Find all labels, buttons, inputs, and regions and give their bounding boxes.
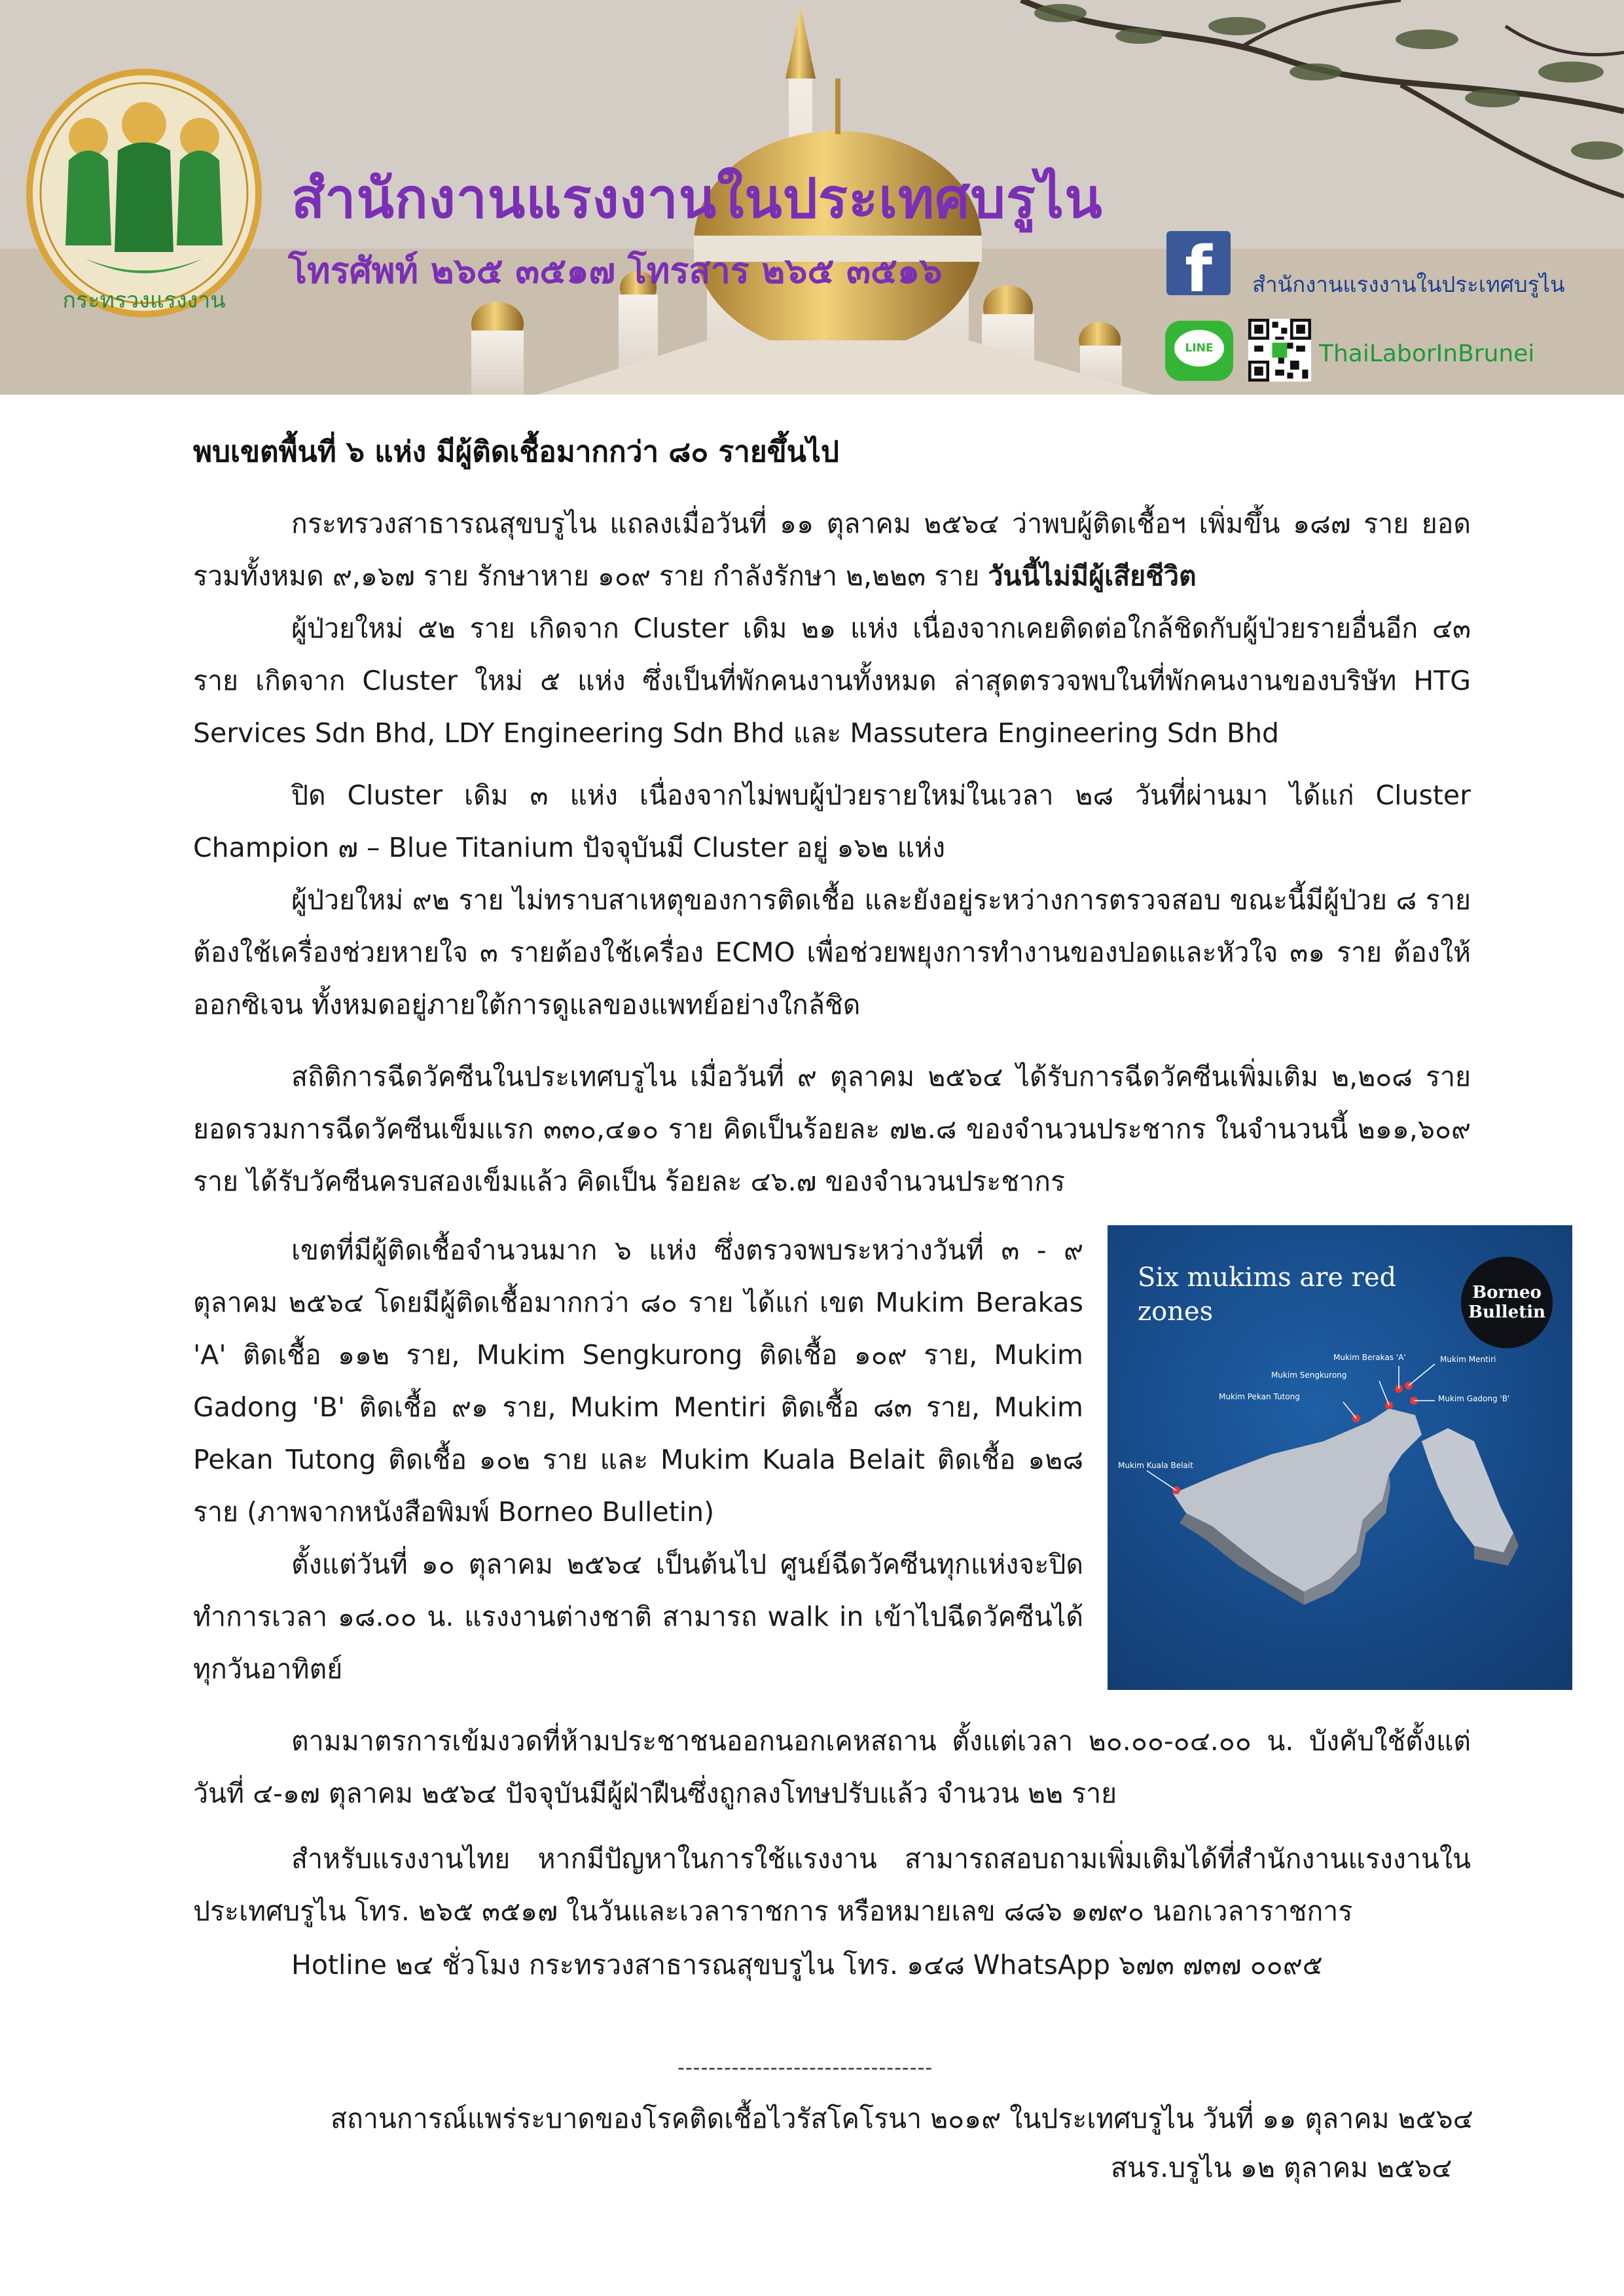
red-zones-map-image: [1108, 1225, 1572, 1690]
office-title: สำนักงานแรงงานในประเทศบรูไน: [291, 166, 1103, 230]
footer-situation-title: สถานการณ์แพร่ระบาดของโรคติดเชื้อไวรัสโคโรนา ๒๐๑๙ ในประเทศบรูไน วันที่ ๑๑ ตุลาคม ๒๕๖๔: [331, 2103, 1473, 2134]
map-label-gadong: Mukim Gadong 'B': [1438, 1394, 1510, 1403]
qr-code-icon: [1248, 319, 1311, 382]
footer-divider: ---------------------------------: [677, 2056, 933, 2079]
paragraph-vaccine-centres: [193, 1538, 1083, 1695]
paragraph-unknown-source: [193, 874, 1471, 1031]
map-label-berakas: Mukim Berakas 'A': [1333, 1353, 1406, 1362]
paragraph-curfew: [193, 1715, 1471, 1820]
logo-caption: กระทรวงแรงงาน: [62, 287, 226, 314]
paragraph-case-summary: [193, 497, 1471, 602]
unknown-source-text: ผู้ป่วยใหม่ ๙๒ ราย ไม่ทราบสาเหตุของการติดเชื้อ และยังอยู่ระหว่างการตรวจสอบ ขณะนี้มีผู้ป่วย ๘ ราย ต้องใช้เครื่องช่วยหายใจ ๓ รายต้องใช้เครื่อง ECMO เพื่อช่วยพยุงการทำงานของปอดและหัวใจ ๓๑ ราย ต้องให้ออกซิเจน ทั้งหมดอยู่ภายใต้การดูแลของแพทย์อย่างใกล้ชิด: [193, 884, 1471, 1020]
paragraph-closed-clusters: [193, 769, 1471, 874]
vaccine-centres-text: ตั้งแต่วันที่ ๑๐ ตุลาคม ๒๕๖๔ เป็นต้นไป ศูนย์ฉีดวัคซีนทุกแห่งจะปิดทำการเวลา ๑๘.๐๐ น. แรงงานต่างชาติ สามารถ walk in เข้าไปฉีดวัคซีนได้ทุกวันอาทิตย์: [193, 1549, 1083, 1685]
facebook-page-name[interactable]: สำนักงานแรงงานในประเทศบรูไน: [1252, 272, 1565, 297]
no-deaths-highlight: วันนี้ไม่มีผู้เสียชีวิต: [988, 560, 1197, 592]
line-icon-label: LINE: [1174, 330, 1224, 367]
line-account-id[interactable]: ThaiLaborInBrunei: [1319, 340, 1535, 367]
map-label-sengkurong: Mukim Sengkurong: [1271, 1371, 1347, 1380]
hotline-line: Hotline ๒๔ ชั่วโมง กระทรวงสาธารณสุขบรูไน โทร. ๑๔๘ WhatsApp ๖๗๓ ๗๓๗ ๐๐๙๕: [291, 1949, 1323, 1981]
map-title: Six mukims are red zones: [1138, 1263, 1397, 1327]
contact-info-text: สำหรับแรงงานไทย หากมีปัญหาในการใช้แรงงาน สามารถสอบถามเพิ่มเติมได้ที่สำนักงานแรงงานในประเทศบรูไน โทร. ๒๖๕ ๓๕๑๗ ในวันและเวลาราชการ หรือหมายเลข ๘๘๖ ๑๗๙๐ นอกเวลาราชการ: [193, 1843, 1471, 1927]
curfew-text: ตามมาตรการเข้มงวดที่ห้ามประชาชนออกนอกเคหสถาน ตั้งแต่เวลา ๒๐.๐๐-๐๔.๐๐ น. บังคับใช้ตั้งแต่วันที่ ๔-๑๗ ตุลาคม ๒๕๖๔ ปัจจุบันมีผู้ฝ่าฝืนซึ่งถูกลงโทษปรับแล้ว จำนวน ๒๒ ราย: [193, 1725, 1471, 1809]
case-summary-text: กระทรวงสาธารณสุขบรูไน แถลงเมื่อวันที่ ๑๑ ตุลาคม ๒๕๖๔ ว่าพบผู้ติดเชื้อฯ เพิ่มขึ้น ๑๘๗ ราย ยอดรวมทั้งหมด ๙,๑๖๗ ราย รักษาหาย ๑๐๙ ราย กำลังรักษา ๒,๒๒๓ ราย: [193, 508, 1471, 592]
paragraph-vaccination-stats: [193, 1050, 1471, 1208]
new-clusters-text: ผู้ป่วยใหม่ ๕๒ ราย เกิดจาก Cluster เดิม ๒๑ แห่ง เนื่องจากเคยติดต่อใกล้ชิดกับผู้ป่วยรายอื่นอีก ๔๓ ราย เกิดจาก Cluster ใหม่ ๕ แห่ง ซึ่งเป็นที่พักคนงานทั้งหมด ล่าสุดตรวจพบในที่พักคนงานของบริษัท HTG Services Sdn Bhd, LDY Engineering Sdn Bhd และ Massutera Engineering Sdn Bhd: [193, 613, 1471, 749]
closed-clusters-text: ปิด Cluster เดิม ๓ แห่ง เนื่องจากไม่พบผู้ป่วยรายใหม่ในเวลา ๒๘ วันที่ผ่านมา ได้แก่ Cluster Champion ๗ – Blue Titanium ปัจจุบันมี Cluster อยู่ ๑๖๒ แห่ง: [193, 780, 1471, 863]
line-icon[interactable]: [1165, 321, 1233, 381]
paragraph-red-zones: [193, 1224, 1083, 1538]
paragraph-new-clusters: [193, 602, 1471, 759]
header-banner: [0, 0, 1624, 395]
ministry-of-labour-logo: [20, 62, 268, 324]
map-label-kuala-belait: Mukim Kuala Belait: [1118, 1461, 1193, 1470]
borneo-bulletin-badge: Borneo Bulletin: [1461, 1257, 1553, 1348]
article-heading: พบเขตพื้นที่ ๖ แห่ง มีผู้ติดเชื้อมากกว่า ๘๐ รายขึ้นไป: [193, 435, 839, 469]
map-label-pekan-tutong: Mukim Pekan Tutong: [1219, 1392, 1300, 1401]
paragraph-contact-info: [193, 1833, 1471, 1937]
vaccination-stats-text: สถิติการฉีดวัคซีนในประเทศบรูไน เมื่อวันที่ ๙ ตุลาคม ๒๕๖๔ ได้รับการฉีดวัคซีนเพิ่มเติม ๒,๒๐๘ ราย ยอดรวมการฉีดวัคซีนเข็มแรก ๓๓๐,๔๑๐ ราย คิดเป็นร้อยละ ๗๒.๘ ของจำนวนประชากร ในจำนวนนี้ ๒๑๑,๖๐๙ ราย ได้รับวัคซีนครบสองเข็มแล้ว คิดเป็น ร้อยละ ๔๖.๗ ของจำนวนประชากร: [193, 1061, 1471, 1197]
map-label-mentiri: Mukim Mentiri: [1440, 1355, 1496, 1364]
red-zones-text: เขตที่มีผู้ติดเชื้อจำนวนมาก ๖ แห่ง ซึ่งตรวจพบระหว่างวันที่ ๓ - ๙ ตุลาคม ๒๕๖๔ โดยมีผู้ติดเชื้อมากกว่า ๘๐ ราย ได้แก่ เขต Mukim Berakas 'A' ติดเชื้อ ๑๑๒ ราย, Mukim Sengkurong ติดเชื้อ ๑๐๙ ราย, Mukim Gadong 'B' ติดเชื้อ ๙๑ ราย, Mukim Mentiri ติดเชื้อ ๘๓ ราย, Mukim Pekan Tutong ติดเชื้อ ๑๐๒ ราย และ Mukim Kuala Belait ติดเชื้อ ๑๒๘ ราย (ภาพจากหนังสือพิมพ์ Borneo Bulletin): [193, 1234, 1083, 1528]
footer-issuer-date: สนร.บรูไน ๑๒ ตุลาคม ๒๕๖๔: [1111, 2152, 1453, 2183]
office-phone-fax: โทรศัพท์ ๒๖๕ ๓๕๑๗ โทรสาร ๒๖๕ ๓๕๑๖: [288, 250, 943, 291]
facebook-icon[interactable]: f: [1166, 231, 1231, 295]
